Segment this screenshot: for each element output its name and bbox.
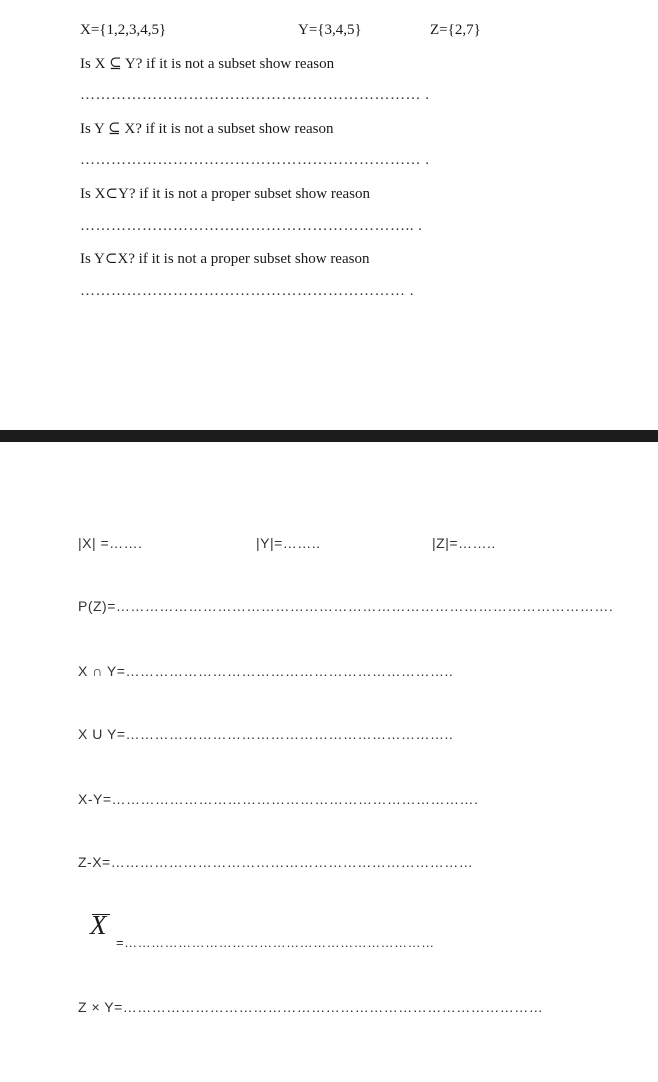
set-y-definition: Y={3,4,5}: [298, 22, 362, 38]
page-divider: [0, 430, 658, 442]
answer-line-3[interactable]: ……………………………………………………….. .: [80, 218, 423, 234]
answer-line-4[interactable]: ……………………………………………………… .: [80, 283, 414, 299]
union-line[interactable]: X U Y=…………………………………………………………..: [78, 726, 454, 742]
z-minus-x-line[interactable]: Z-X=…………………………………………………………………: [78, 854, 474, 870]
question-x-proper-subset-y: Is X⊂Y? if it is not a proper subset show reason: [80, 186, 371, 202]
question-x-subset-y: Is X ⊆ Y? if it is not a subset show reason: [80, 56, 335, 72]
intersection-line[interactable]: X ∩ Y=…………………………………………………………..: [78, 663, 454, 679]
cardinality-y[interactable]: |Y|=……..: [256, 535, 321, 551]
set-z-definition: Z={2,7}: [430, 22, 481, 38]
answer-line-1[interactable]: ………………………………………………………… .: [80, 87, 430, 103]
question-y-proper-subset-x: Is Y⊂X? if it is not a proper subset show reason: [80, 251, 370, 267]
set-x-definition: X={1,2,3,4,5}: [80, 22, 167, 38]
x-minus-y-line[interactable]: X-Y=………………………………………………………………….: [78, 791, 479, 807]
power-set-line[interactable]: P(Z)=………………………………………………………………………………………….: [78, 598, 614, 614]
cardinality-x[interactable]: |X| =…….: [78, 535, 143, 551]
complement-line[interactable]: =……………………………………………………………: [116, 935, 435, 950]
answer-line-2[interactable]: ………………………………………………………… .: [80, 152, 430, 168]
cardinality-z[interactable]: |Z|=……..: [432, 535, 496, 551]
cartesian-product-line[interactable]: Z × Y=……………………………………………………………………………: [78, 999, 544, 1015]
complement-symbol: X: [90, 910, 107, 940]
question-y-subset-x: Is Y ⊆ X? if it is not a subset show reason: [80, 121, 334, 137]
